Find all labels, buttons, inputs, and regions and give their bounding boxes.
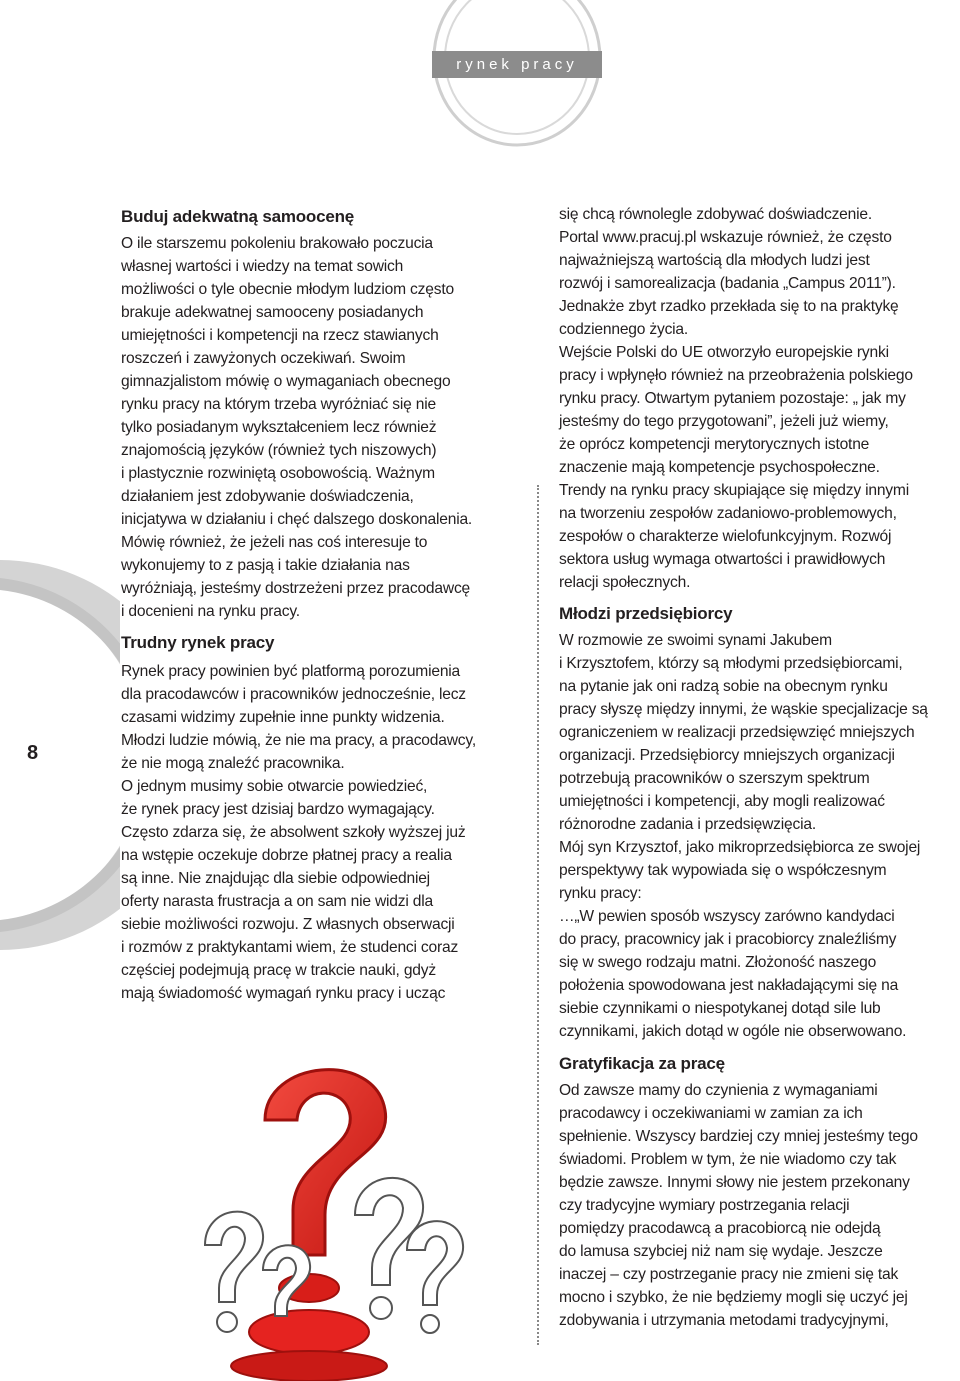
text-line: O ile starszemu pokoleniu brakowało poczucia bbox=[121, 235, 433, 252]
text-line: Młodzi ludzie mówią, że nie ma pracy, a pracodawcy, bbox=[121, 732, 476, 749]
text-line: wykonujemy to z pasją i takie działania nas bbox=[121, 557, 410, 574]
text-line: pracy słyszę między innymi, że wąskie specjalizacje są bbox=[559, 701, 928, 718]
text-line: rynku pracy. Otwartym pytaniem pozostaje: „ jak my bbox=[559, 390, 906, 407]
text-line: oferty narasta frustracja a on sam nie widzi dla bbox=[121, 893, 433, 910]
text-line: potrzebują pracowników o szerszym spektrum bbox=[559, 770, 870, 787]
text-line: są inne. Nie znajdując dla siebie odpowiedniej bbox=[121, 870, 430, 887]
text-line: pracy i wpłynęło również na przeobrażenia polskiego bbox=[559, 367, 913, 384]
text-line: najważniejszą wartością dla młodych ludzi jest bbox=[559, 252, 870, 269]
paragraph-adekwatna-samoocena bbox=[121, 232, 521, 623]
column-divider bbox=[537, 485, 539, 1345]
text-line: codziennego życia. bbox=[559, 321, 689, 338]
text-line: spełnienie. Wszyscy bardziej czy mniej jesteśmy tego bbox=[559, 1128, 918, 1145]
text-line: inicjatywa w działaniu i chęć dalszego doskonalenia. bbox=[121, 511, 473, 528]
text-line: świadomi. Problem w tym, że nie wiadomo czy tak bbox=[559, 1151, 897, 1168]
text-line: tylko posiadanym wykształceniem lecz również bbox=[121, 419, 437, 436]
right-column bbox=[559, 203, 959, 1332]
text-line: siebie możliwości rozwoju. Z własnych obserwacji bbox=[121, 916, 455, 933]
heading-gratyfikacja-za-prace: Gratyfikacja za pracę bbox=[559, 1054, 725, 1073]
paragraph-gratyfikacja-za-prace bbox=[559, 1079, 959, 1332]
text-line: rynku pracy: bbox=[559, 885, 642, 902]
decorative-rings bbox=[0, 0, 960, 160]
text-line: brakuje adekwatnej samooceny posiadanych bbox=[121, 304, 424, 321]
text-line: i plastycznie rozwiniętą osobowością. Ważnym bbox=[121, 465, 435, 482]
text-line: zespołów o charakterze wielofunkcyjnym. Rozwój bbox=[559, 528, 892, 545]
paragraph-continuation bbox=[559, 203, 959, 594]
paragraph-trudny-rynek-pracy bbox=[121, 660, 521, 1005]
text-line: na wstępie oczekuje dobrze płatnej pracy a realia bbox=[121, 847, 452, 864]
question-marks-illustration bbox=[175, 1040, 505, 1381]
text-line: do pracy, pracownicy jak i pracobiorcy znaleźliśmy bbox=[559, 931, 897, 948]
white-question-marks-icon bbox=[205, 1178, 463, 1333]
text-line: czynnikami, jakich dotąd w ogóle nie obserwowano. bbox=[559, 1023, 907, 1040]
text-line: położenia spowodowana jest nakładającymi się na bbox=[559, 977, 899, 994]
decorative-arc bbox=[0, 560, 120, 950]
text-line: ograniczeniem w realizacji przedsięwzięć mniejszych bbox=[559, 724, 915, 741]
text-line: częściej podejmują pracę w trakcie nauki, gdyż bbox=[121, 962, 436, 979]
text-line: dla pracodawców i pracowników jednocześnie, lecz bbox=[121, 686, 466, 703]
text-line: mocno i szybko, że nie będziemy mogli się uczyć jej bbox=[559, 1289, 908, 1306]
text-line: mają świadomość wymagań rynku pracy i ucząc bbox=[121, 985, 446, 1002]
text-line: Często zdarza się, że absolwent szkoły wyższej już bbox=[121, 824, 466, 841]
paragraph-mlodzi-przedsiebiorcy bbox=[559, 629, 959, 1043]
text-line: W rozmowie ze swoimi synami Jakubem bbox=[559, 632, 832, 649]
text-line: relacji społecznych. bbox=[559, 574, 691, 591]
text-line: Mój syn Krzysztof, jako mikroprzedsiębiorca ze swojej bbox=[559, 839, 921, 856]
text-line: Jednakże zbyt rzadko przekłada się to na praktykę bbox=[559, 298, 899, 315]
heading-trudny-rynek-pracy: Trudny rynek pracy bbox=[121, 633, 275, 652]
heading-adekwatna-samoocena: Buduj adekwatną samoocenę bbox=[121, 207, 355, 226]
text-line: Od zawsze mamy do czynienia z wymaganiami bbox=[559, 1082, 878, 1099]
text-line: możliwości o tyle obecnie młodym ludziom często bbox=[121, 281, 454, 298]
text-line: umiejętności i kompetencji, aby mogli realizować bbox=[559, 793, 885, 810]
text-line: siebie czynnikami o niespotykanej dotąd sile lub bbox=[559, 1000, 881, 1017]
text-line: będzie zawsze. Innymi słowy nie jestem przekonany bbox=[559, 1174, 910, 1191]
section-label: rynek pracy bbox=[432, 51, 602, 78]
text-line: organizacji. Przedsiębiorcy mniejszych organizacji bbox=[559, 747, 895, 764]
text-line: Portal www.pracuj.pl wskazuje również, że często bbox=[559, 229, 892, 246]
text-line: że nie mogą znaleźć pracownika. bbox=[121, 755, 345, 772]
text-line: Trendy na rynku pracy skupiające się między innymi bbox=[559, 482, 909, 499]
text-line: czy tradycyjne wymiary postrzegania relacji bbox=[559, 1197, 850, 1214]
text-line: …„W pewien sposób wszyscy zarówno kandydaci bbox=[559, 908, 895, 925]
text-line: O jednym musimy sobie otwarcie powiedzieć, bbox=[121, 778, 428, 795]
text-line: na tworzeniu zespołów zadaniowo-problemowych, bbox=[559, 505, 897, 522]
text-line: znajomością języków (również tych niszowych) bbox=[121, 442, 437, 459]
text-line: umiejętności i kompetencji na rzecz stawianych bbox=[121, 327, 439, 344]
text-line: działaniem jest zdobywanie doświadczenia, bbox=[121, 488, 414, 505]
text-line: zdobywania i utrzymania metodami tradycyjnymi, bbox=[559, 1312, 889, 1329]
text-line: i docenieni na rynku pracy. bbox=[121, 603, 300, 620]
text-line: się chcą równolegle zdobywać doświadczenie. bbox=[559, 206, 872, 223]
text-line: roszczeń i zawyżonych oczekiwań. Swoim bbox=[121, 350, 406, 367]
text-line: się w swego rodzaju matni. Złożoność naszego bbox=[559, 954, 877, 971]
text-line: Mówię również, że jeżeli nas coś interesuje to bbox=[121, 534, 428, 551]
text-line: pomiędzy pracodawcą a pracobiorcą nie odejdą bbox=[559, 1220, 881, 1237]
text-line: Wejście Polski do UE otworzyło europejskie rynki bbox=[559, 344, 889, 361]
text-line: rozwój i samorealizacja (badania „Campus 2011”). bbox=[559, 275, 896, 292]
heading-mlodzi-przedsiebiorcy: Młodzi przedsiębiorcy bbox=[559, 604, 733, 623]
left-column bbox=[121, 205, 521, 1005]
text-line: Rynek pracy powinien być platformą porozumienia bbox=[121, 663, 461, 680]
text-line: gimnazjalistom mówię o wymaganiach obecnego bbox=[121, 373, 451, 390]
text-line: do lamusa szybciej niż nam się wydaje. Jeszcze bbox=[559, 1243, 883, 1260]
text-line: na pytanie jak oni radzą sobie na obecnym rynku bbox=[559, 678, 888, 695]
text-line: rynku pracy na którym trzeba wyróżniać się nie bbox=[121, 396, 436, 413]
text-line: inaczej – czy postrzeganie pracy nie zmieni się tak bbox=[559, 1266, 899, 1283]
text-line: wyróżniają, jesteśmy dostrzeżeni przez pracodawcę bbox=[121, 580, 471, 597]
text-line: i Krzysztofem, którzy są młodymi przedsiębiorcami, bbox=[559, 655, 903, 672]
text-line: że rynek pracy jest dzisiaj bardzo wymagający. bbox=[121, 801, 435, 818]
text-line: jesteśmy do tego przygotowani”, jeżeli już wiemy, bbox=[559, 413, 889, 430]
page-number: 8 bbox=[27, 742, 39, 764]
text-line: i rozmów z praktykantami wiem, że studenci coraz bbox=[121, 939, 459, 956]
text-line: że oprócz kompetencji merytorycznych istotne bbox=[559, 436, 870, 453]
text-line: znaczenie mają kompetencje psychospołeczne. bbox=[559, 459, 880, 476]
text-line: perspektywy tak wypowiada się o współczesnym bbox=[559, 862, 887, 879]
text-line: sektora usług wymaga otwartości i prawidłowych bbox=[559, 551, 886, 568]
text-line: własnej wartości i wiedzy na temat sowich bbox=[121, 258, 404, 275]
text-line: różnorodne zadania i przedsięwzięcia. bbox=[559, 816, 816, 833]
text-line: czasami widzimy zupełnie inne punkty widzenia. bbox=[121, 709, 445, 726]
text-line: pracodawcy i oczekiwaniami w zamian za ich bbox=[559, 1105, 863, 1122]
